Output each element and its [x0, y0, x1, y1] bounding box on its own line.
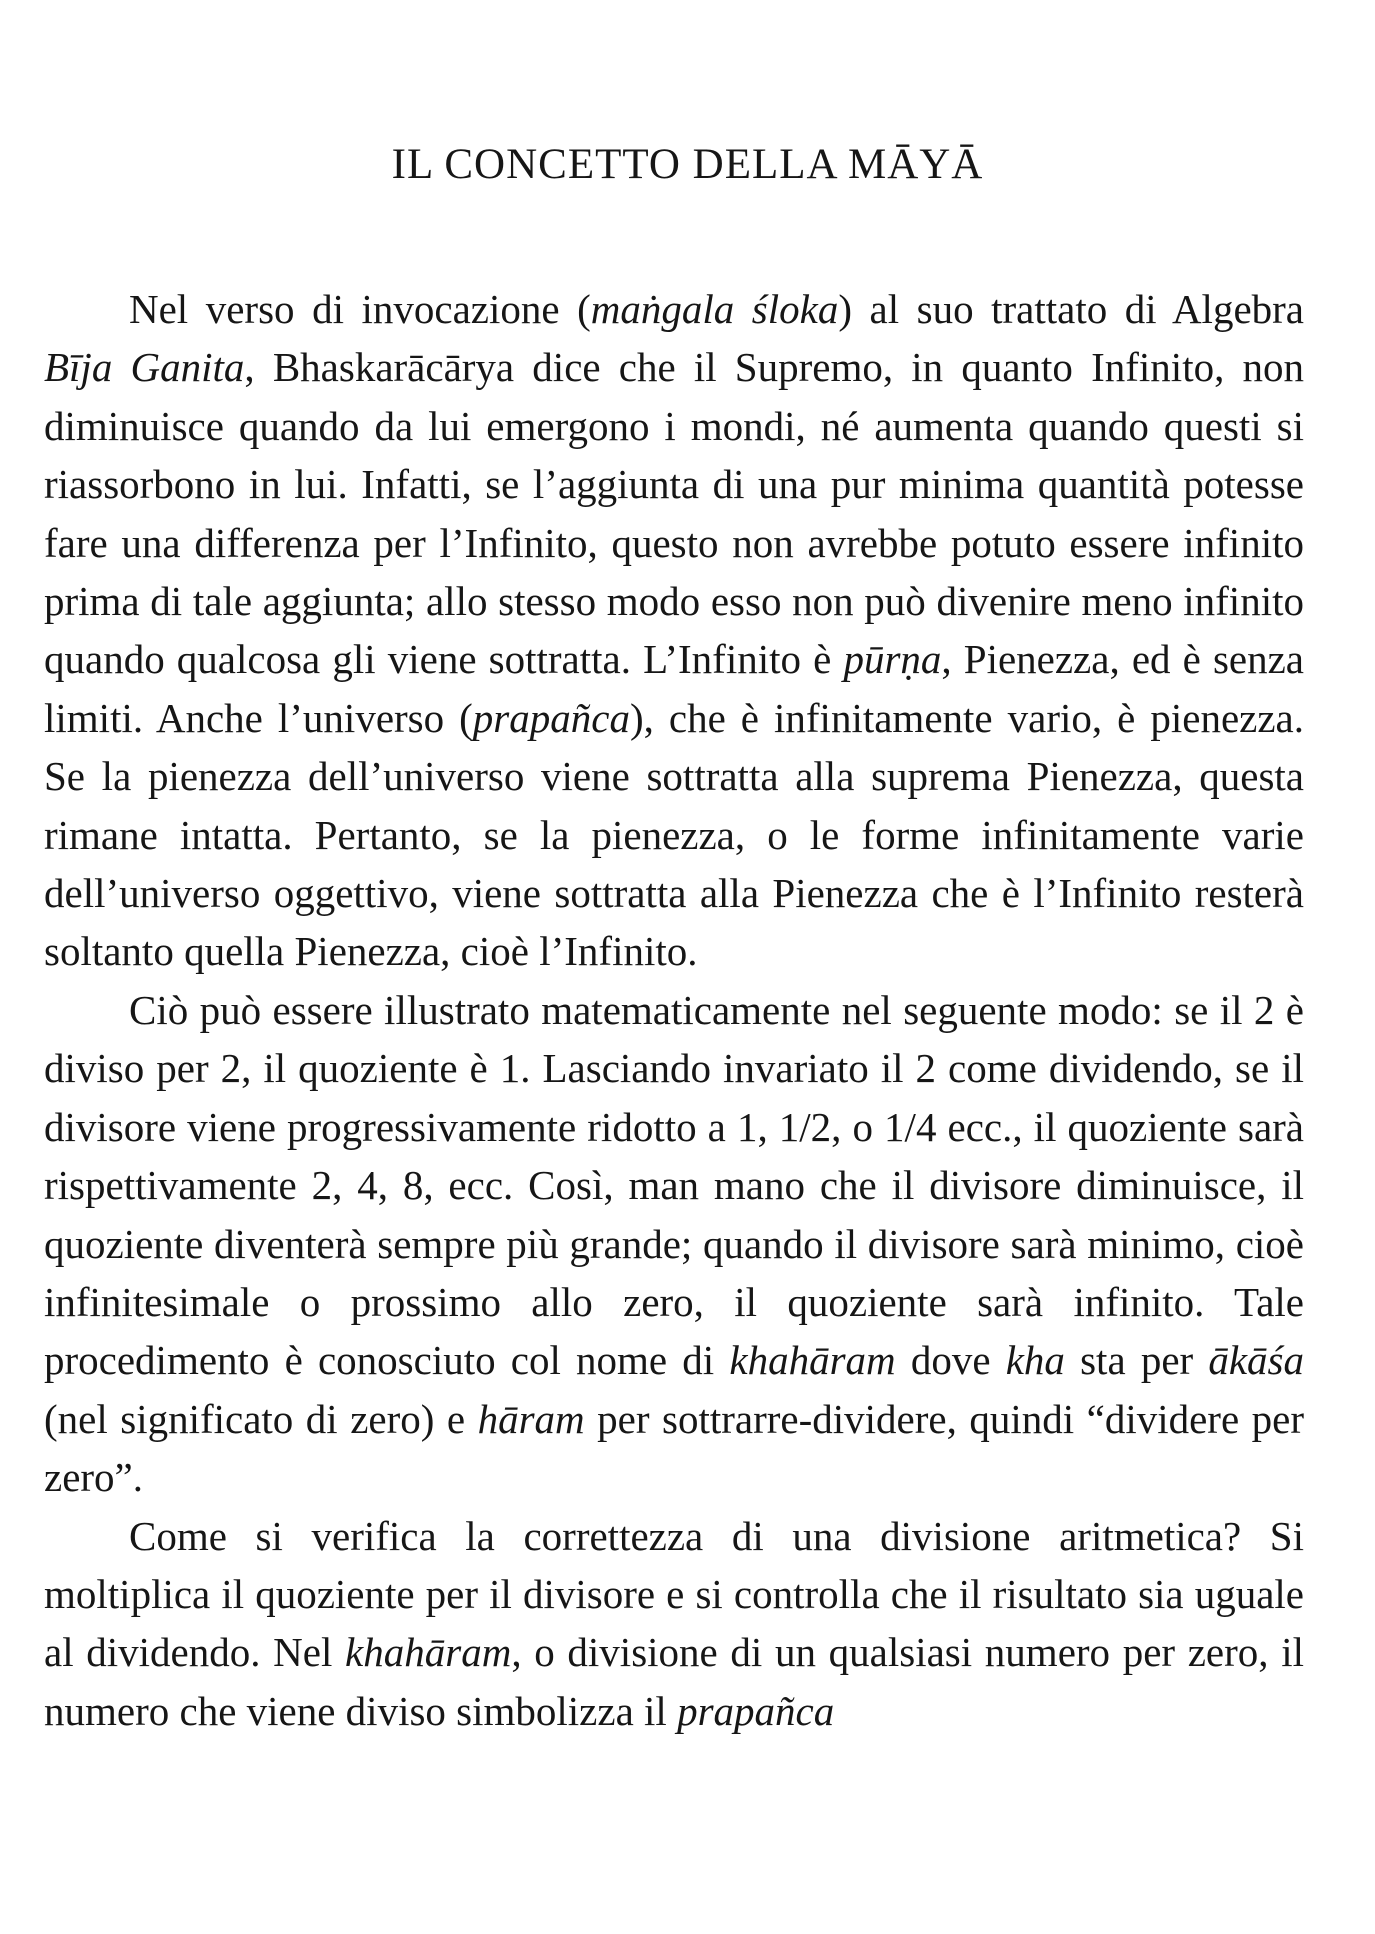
italic-term: hāram	[477, 1395, 585, 1442]
italic-term: khahāram	[729, 1337, 896, 1384]
text-run: Ciò può essere illustrato matematicamente nel seguente modo: se il 2 è diviso per 2, il quoziente è 1. Lasciando invariato il 2 come dividendo, se il divisore viene progressivamente ridotto a 1, 1/2, o 1/4 ecc., il quoziente sarà rispettivamente 2, 4, 8, ecc. Così, man mano che il divisore diminuisce, il quoziente diventerà sempre più grande; quando il divisore sarà minimo, cioè infinitesimale o prossimo allo zero, il quoziente sarà infinito. Tale procedimento è conosciuto col nome di	[44, 986, 1304, 1384]
text-run: Nel verso di invocazione (	[129, 286, 591, 332]
italic-term: prapañca	[472, 694, 630, 741]
italic-term: prapañca	[677, 1687, 835, 1734]
text-run: ) al suo trattato di Algebra	[838, 286, 1304, 332]
page-title: IL CONCETTO DELLA MĀYĀ	[391, 141, 984, 188]
text-run: sta per	[1064, 1337, 1209, 1384]
text-run: Come si verifica la correttezza di una divisione aritmetica? Si moltiplica il quoziente per il divisore e si controlla che il risultato sia uguale al dividendo. Nel	[44, 1512, 1304, 1676]
text-run: , Pienezza, ed è senza limiti. Anche l’universo (	[44, 636, 1304, 741]
text-run: , Bhaskarācārya dice che il Supremo, in quanto Infinito, non diminuisce quando da lui emergono i mondi, né aumenta quando questi si riassorbono in lui. Infatti, se l’aggiunta di una pur minima quantità potesse fare una differenza per l’Infinito, questo non avrebbe potuto essere infinito prima di tale aggiunta; allo stesso modo esso non può divenire meno infinito quando qualcosa gli viene sottratta. L’Infinito è	[44, 344, 1305, 683]
text-run: , o divisione di un qualsiasi numero per zero, il numero che viene diviso simbolizza il	[44, 1629, 1304, 1734]
italic-term: pūrṇa	[843, 636, 942, 683]
italic-term: khahāram	[345, 1629, 512, 1676]
paragraph-3	[44, 1507, 1304, 1741]
italic-term: ākāśa	[1208, 1337, 1305, 1384]
text-run: per sottrarre-dividere, quindi “dividere per zero”.	[44, 1395, 1304, 1501]
paragraph-1	[44, 280, 1304, 981]
paragraph-2	[44, 981, 1304, 1507]
italic-term: maṅgala śloka	[590, 286, 839, 332]
body-text	[44, 280, 1304, 1740]
text-run: ), che è infinitamente vario, è pienezza. Se la pienezza dell’universo viene sottratta alla suprema Pienezza, questa rimane intatta. Pertanto, se la pienezza, o le forme infinitamente varie dell’universo oggettivo, viene sottratta alla Pienezza che è l’Infinito resterà soltanto quella Pienezza, cioè l’Infinito.	[44, 694, 1304, 975]
italic-term: Bīja Ganita	[44, 344, 245, 391]
italic-term: kha	[1005, 1337, 1065, 1384]
text-run: (nel significato di zero) e	[44, 1395, 478, 1442]
text-run: dove	[895, 1337, 1006, 1384]
